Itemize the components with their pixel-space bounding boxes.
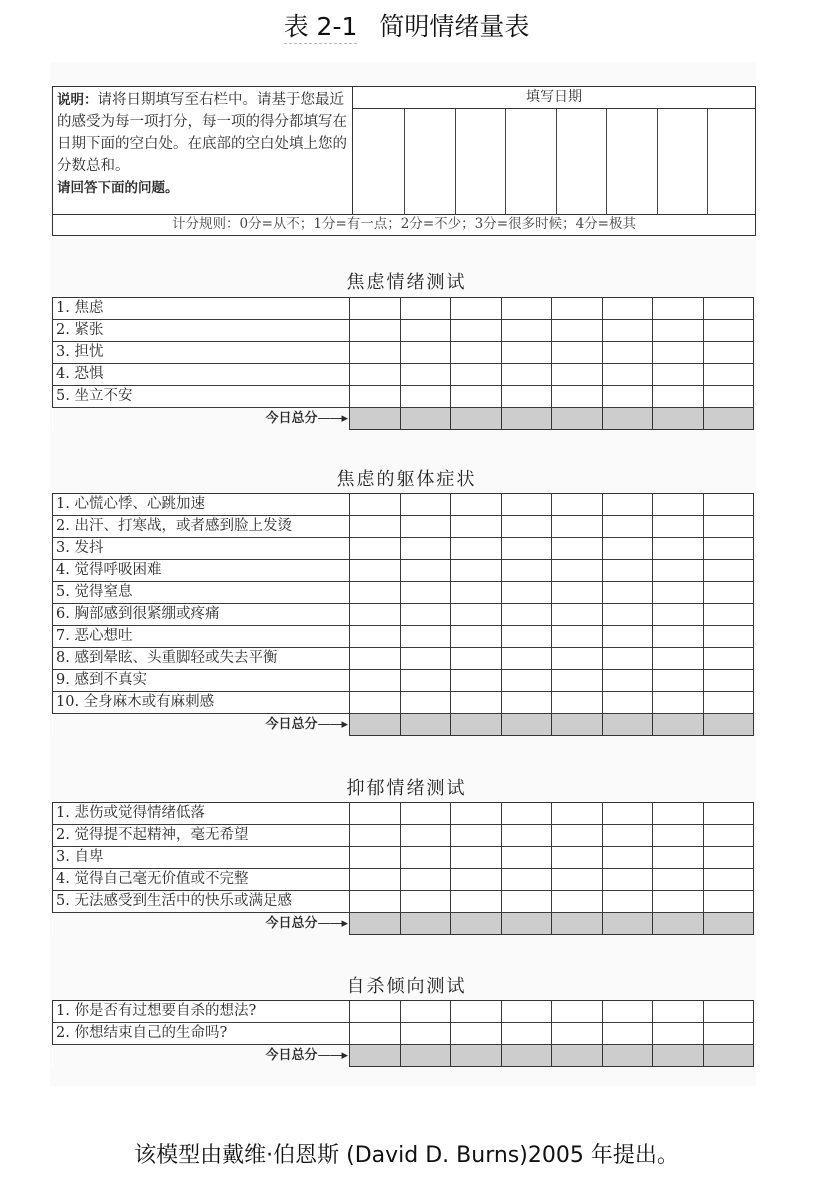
score-cell[interactable]: [350, 538, 401, 560]
table-row: [53, 494, 754, 516]
score-cell[interactable]: [653, 847, 704, 869]
score-cell[interactable]: [653, 803, 704, 825]
total-score-cell[interactable]: [451, 1045, 502, 1067]
total-score-cell[interactable]: [501, 913, 552, 935]
table-row: [53, 364, 754, 386]
total-score-cell[interactable]: [400, 714, 451, 736]
section-title-anxiety: 焦虑情绪测试: [346, 272, 467, 293]
score-cell[interactable]: [501, 648, 552, 670]
score-cell[interactable]: [552, 560, 603, 582]
score-cell[interactable]: [703, 364, 754, 386]
score-cell[interactable]: [451, 320, 502, 342]
score-cell[interactable]: [501, 626, 552, 648]
total-score-cell[interactable]: [501, 1045, 552, 1067]
total-score-cell[interactable]: [703, 714, 754, 736]
score-cell[interactable]: [703, 692, 754, 714]
score-cell[interactable]: [602, 1001, 653, 1023]
question-label: 1. 焦虑: [53, 298, 350, 320]
question-label: 3. 担忧: [53, 342, 350, 364]
question-label: 5. 觉得窒息: [53, 582, 350, 604]
score-cell[interactable]: [602, 560, 653, 582]
score-cell[interactable]: [451, 364, 502, 386]
score-cell[interactable]: [400, 582, 451, 604]
instructions-box: [52, 86, 756, 236]
score-cell[interactable]: [602, 320, 653, 342]
date-column-divider: [707, 109, 708, 214]
total-score-cell[interactable]: [552, 408, 603, 430]
score-cell[interactable]: [653, 560, 704, 582]
score-cell[interactable]: [350, 825, 401, 847]
score-cell[interactable]: [602, 891, 653, 913]
score-cell[interactable]: [552, 364, 603, 386]
score-cell[interactable]: [703, 538, 754, 560]
score-cell[interactable]: [350, 869, 401, 891]
total-score-cell[interactable]: [653, 408, 704, 430]
total-score-cell[interactable]: [350, 408, 401, 430]
total-score-cell[interactable]: [501, 714, 552, 736]
score-cell[interactable]: [451, 386, 502, 408]
total-score-cell[interactable]: [400, 1045, 451, 1067]
score-cell[interactable]: [653, 494, 704, 516]
score-cell[interactable]: [602, 1023, 653, 1045]
total-score-cell[interactable]: [703, 1045, 754, 1067]
question-label: 2. 出汗、打寒战，或者感到脸上发烫: [53, 516, 350, 538]
score-cell[interactable]: [602, 342, 653, 364]
score-cell[interactable]: [400, 298, 451, 320]
total-score-cell[interactable]: [501, 408, 552, 430]
total-score-cell[interactable]: [451, 714, 502, 736]
score-cell[interactable]: [653, 891, 704, 913]
total-score-cell[interactable]: [451, 913, 502, 935]
score-cell[interactable]: [451, 803, 502, 825]
score-cell[interactable]: [552, 1023, 603, 1045]
arrow-right-icon: ——▸: [317, 1048, 347, 1064]
score-cell[interactable]: [400, 538, 451, 560]
instructions-label: 说明：: [57, 92, 98, 108]
score-cell[interactable]: [602, 364, 653, 386]
total-score-cell[interactable]: [400, 913, 451, 935]
score-cell[interactable]: [653, 825, 704, 847]
score-cell[interactable]: [703, 626, 754, 648]
score-cell[interactable]: [501, 320, 552, 342]
question-label: 3. 自卑: [53, 847, 350, 869]
table-number: 表 2-1: [284, 12, 358, 44]
score-cell[interactable]: [552, 1001, 603, 1023]
total-score-cell[interactable]: [552, 1045, 603, 1067]
total-row: [53, 913, 754, 935]
score-cell[interactable]: [400, 516, 451, 538]
score-cell[interactable]: [653, 298, 704, 320]
score-cell[interactable]: [501, 670, 552, 692]
table-row: [53, 342, 754, 364]
score-cell[interactable]: [350, 648, 401, 670]
score-cell[interactable]: [400, 847, 451, 869]
score-cell[interactable]: [451, 560, 502, 582]
table-row: [53, 648, 754, 670]
score-cell[interactable]: [703, 1023, 754, 1045]
score-cell[interactable]: [501, 298, 552, 320]
score-cell[interactable]: [501, 803, 552, 825]
page-title: [0, 10, 813, 46]
total-score-cell[interactable]: [350, 913, 401, 935]
score-cell[interactable]: [501, 538, 552, 560]
question-label: 7. 恶心想吐: [53, 626, 350, 648]
score-cell[interactable]: [552, 648, 603, 670]
score-cell[interactable]: [350, 516, 401, 538]
score-cell[interactable]: [703, 648, 754, 670]
score-cell[interactable]: [451, 298, 502, 320]
score-cell[interactable]: [350, 342, 401, 364]
score-cell[interactable]: [552, 386, 603, 408]
score-cell[interactable]: [451, 891, 502, 913]
score-cell[interactable]: [703, 869, 754, 891]
question-label: 2. 你想结束自己的生命吗?: [53, 1023, 350, 1045]
score-cell[interactable]: [602, 648, 653, 670]
score-cell[interactable]: [552, 847, 603, 869]
table-row: [53, 386, 754, 408]
score-cell[interactable]: [400, 692, 451, 714]
table-row: [53, 560, 754, 582]
score-cell[interactable]: [350, 1001, 401, 1023]
total-score-cell[interactable]: [703, 913, 754, 935]
score-cell[interactable]: [703, 560, 754, 582]
table-row: [53, 320, 754, 342]
total-score-cell[interactable]: [602, 913, 653, 935]
physical-symptoms-table: [52, 493, 754, 736]
score-cell[interactable]: [350, 847, 401, 869]
score-cell[interactable]: [552, 825, 603, 847]
score-cell[interactable]: [350, 560, 401, 582]
suicidal-urges-table: [52, 1000, 754, 1067]
score-cell[interactable]: [350, 803, 401, 825]
score-cell[interactable]: [602, 803, 653, 825]
score-cell[interactable]: [400, 320, 451, 342]
score-cell[interactable]: [400, 560, 451, 582]
question-label: 1. 心慌心悸、心跳加速: [53, 494, 350, 516]
table-row: [53, 891, 754, 913]
total-score-cell[interactable]: [602, 714, 653, 736]
score-cell[interactable]: [552, 604, 603, 626]
score-cell[interactable]: [703, 1001, 754, 1023]
instructions-body: 请将日期填写至右栏中。请基于您最近的感受为每一项打分，每一项的得分都填写在日期下面的空白处。在底部的空白处填上您的分数总和。: [57, 92, 347, 174]
question-label: 5. 无法感受到生活中的快乐或满足感: [53, 891, 350, 913]
score-cell[interactable]: [703, 803, 754, 825]
score-cell[interactable]: [451, 670, 502, 692]
score-cell[interactable]: [501, 891, 552, 913]
score-cell[interactable]: [501, 582, 552, 604]
score-cell[interactable]: [400, 648, 451, 670]
score-cell[interactable]: [703, 320, 754, 342]
score-cell[interactable]: [400, 803, 451, 825]
score-cell[interactable]: [451, 847, 502, 869]
score-cell[interactable]: [703, 825, 754, 847]
score-cell[interactable]: [552, 626, 603, 648]
total-score-cell[interactable]: [451, 408, 502, 430]
depression-table: [52, 802, 754, 935]
arrow-right-icon: ——▸: [317, 717, 347, 733]
total-label-text: 今日总分: [265, 717, 318, 733]
question-label: 2. 觉得提不起精神，毫无希望: [53, 825, 350, 847]
total-label: [53, 913, 350, 935]
score-cell[interactable]: [451, 692, 502, 714]
score-cell[interactable]: [653, 1001, 704, 1023]
score-cell[interactable]: [350, 670, 401, 692]
score-cell[interactable]: [653, 364, 704, 386]
table-row: [53, 825, 754, 847]
total-score-cell[interactable]: [703, 408, 754, 430]
section-title-physical-symptoms: 焦虑的躯体症状: [336, 469, 477, 490]
score-cell[interactable]: [501, 825, 552, 847]
total-label-text: 今日总分: [265, 916, 318, 932]
table-row: [53, 626, 754, 648]
score-cell[interactable]: [552, 342, 603, 364]
score-cell[interactable]: [552, 670, 603, 692]
score-cell[interactable]: [653, 692, 704, 714]
arrow-right-icon: ——▸: [317, 916, 347, 932]
question-label: 10. 全身麻木或有麻刺感: [53, 692, 350, 714]
score-cell[interactable]: [703, 604, 754, 626]
score-cell[interactable]: [653, 342, 704, 364]
score-cell[interactable]: [501, 1001, 552, 1023]
table-row: [53, 670, 754, 692]
score-cell[interactable]: [602, 604, 653, 626]
total-score-cell[interactable]: [653, 913, 704, 935]
question-label: 1. 悲伤或觉得情绪低落: [53, 803, 350, 825]
table-row: [53, 298, 754, 320]
question-label: 3. 发抖: [53, 538, 350, 560]
table-row: [53, 869, 754, 891]
question-label: 5. 坐立不安: [53, 386, 350, 408]
score-cell[interactable]: [501, 494, 552, 516]
date-column-divider: [606, 109, 607, 214]
score-cell[interactable]: [400, 1023, 451, 1045]
total-score-cell[interactable]: [552, 714, 603, 736]
table-row: [53, 538, 754, 560]
date-header: 填写日期: [353, 87, 755, 109]
total-score-cell[interactable]: [552, 913, 603, 935]
total-label: [53, 714, 350, 736]
table-row: [53, 582, 754, 604]
score-cell[interactable]: [653, 604, 704, 626]
table-row: [53, 847, 754, 869]
score-cell[interactable]: [552, 692, 603, 714]
score-cell[interactable]: [552, 869, 603, 891]
score-cell[interactable]: [451, 648, 502, 670]
table-row: [53, 604, 754, 626]
score-cell[interactable]: [501, 1023, 552, 1045]
score-cell[interactable]: [501, 869, 552, 891]
score-cell[interactable]: [602, 626, 653, 648]
score-cell[interactable]: [602, 670, 653, 692]
table-row: [53, 516, 754, 538]
score-cell[interactable]: [501, 516, 552, 538]
score-cell[interactable]: [602, 538, 653, 560]
score-cell[interactable]: [552, 803, 603, 825]
score-cell[interactable]: [552, 891, 603, 913]
instructions-text: [53, 87, 353, 214]
total-score-cell[interactable]: [400, 408, 451, 430]
question-label: 4. 恐惧: [53, 364, 350, 386]
total-row: [53, 714, 754, 736]
date-column-divider: [556, 109, 557, 214]
score-cell[interactable]: [703, 342, 754, 364]
score-cell[interactable]: [350, 320, 401, 342]
total-label: [53, 1045, 350, 1067]
score-cell[interactable]: [400, 364, 451, 386]
score-cell[interactable]: [451, 869, 502, 891]
score-cell[interactable]: [501, 560, 552, 582]
score-cell[interactable]: [350, 692, 401, 714]
score-cell[interactable]: [451, 516, 502, 538]
question-label: 4. 觉得自己毫无价值或不完整: [53, 869, 350, 891]
question-label: 8. 感到晕眩、头重脚轻或失去平衡: [53, 648, 350, 670]
score-cell[interactable]: [451, 604, 502, 626]
score-cell[interactable]: [451, 494, 502, 516]
score-cell[interactable]: [451, 1001, 502, 1023]
score-cell[interactable]: [501, 692, 552, 714]
score-cell[interactable]: [501, 364, 552, 386]
score-cell[interactable]: [653, 1023, 704, 1045]
score-cell[interactable]: [703, 847, 754, 869]
score-cell[interactable]: [653, 516, 704, 538]
score-cell[interactable]: [552, 516, 603, 538]
total-label: [53, 408, 350, 430]
arrow-right-icon: ——▸: [317, 411, 347, 427]
score-cell[interactable]: [501, 604, 552, 626]
question-label: 4. 觉得呼吸困难: [53, 560, 350, 582]
score-cell[interactable]: [602, 298, 653, 320]
score-cell[interactable]: [653, 582, 704, 604]
section-title-depression: 抑郁情绪测试: [346, 778, 467, 799]
score-cell[interactable]: [602, 825, 653, 847]
score-cell[interactable]: [451, 582, 502, 604]
score-cell[interactable]: [653, 626, 704, 648]
score-cell[interactable]: [602, 847, 653, 869]
table-row: [53, 692, 754, 714]
score-cell[interactable]: [350, 386, 401, 408]
score-cell[interactable]: [653, 670, 704, 692]
score-cell[interactable]: [400, 825, 451, 847]
score-cell[interactable]: [350, 364, 401, 386]
score-cell[interactable]: [552, 582, 603, 604]
total-label-text: 今日总分: [265, 411, 318, 427]
section-title-suicidal-urges: 自杀倾向测试: [346, 976, 467, 997]
total-row: [53, 408, 754, 430]
table-row: [53, 1023, 754, 1045]
total-score-cell[interactable]: [350, 1045, 401, 1067]
date-column-divider: [505, 109, 506, 214]
score-cell[interactable]: [350, 1023, 401, 1045]
date-column-divider: [404, 109, 405, 214]
total-score-cell[interactable]: [350, 714, 401, 736]
score-cell[interactable]: [400, 869, 451, 891]
score-cell[interactable]: [451, 1023, 502, 1045]
total-score-cell[interactable]: [653, 1045, 704, 1067]
score-cell[interactable]: [552, 494, 603, 516]
score-cell[interactable]: [451, 626, 502, 648]
score-cell[interactable]: [602, 386, 653, 408]
score-cell[interactable]: [703, 670, 754, 692]
score-cell[interactable]: [552, 298, 603, 320]
score-cell[interactable]: [703, 582, 754, 604]
scoring-rule: 计分规则：0分=从不；1分=有一点；2分=不少；3分=很多时候；4分=极其: [53, 214, 755, 235]
score-cell[interactable]: [400, 1001, 451, 1023]
score-cell[interactable]: [653, 648, 704, 670]
score-cell[interactable]: [703, 494, 754, 516]
score-cell[interactable]: [552, 320, 603, 342]
score-cell[interactable]: [703, 891, 754, 913]
score-cell[interactable]: [602, 869, 653, 891]
score-cell[interactable]: [552, 538, 603, 560]
score-cell[interactable]: [400, 342, 451, 364]
question-label: 1. 你是否有过想要自杀的想法?: [53, 1001, 350, 1023]
question-label: 9. 感到不真实: [53, 670, 350, 692]
score-cell[interactable]: [400, 626, 451, 648]
score-cell[interactable]: [350, 604, 401, 626]
score-cell[interactable]: [703, 298, 754, 320]
score-cell[interactable]: [653, 386, 704, 408]
table-row: [53, 803, 754, 825]
score-cell[interactable]: [501, 847, 552, 869]
score-cell[interactable]: [653, 320, 704, 342]
score-cell[interactable]: [400, 604, 451, 626]
question-label: 2. 紧张: [53, 320, 350, 342]
score-cell[interactable]: [350, 298, 401, 320]
total-label-text: 今日总分: [265, 1048, 318, 1064]
total-score-cell[interactable]: [602, 1045, 653, 1067]
score-cell[interactable]: [501, 342, 552, 364]
score-cell[interactable]: [400, 670, 451, 692]
score-cell[interactable]: [602, 494, 653, 516]
score-cell[interactable]: [350, 582, 401, 604]
score-cell[interactable]: [451, 825, 502, 847]
score-cell[interactable]: [451, 538, 502, 560]
total-score-cell[interactable]: [653, 714, 704, 736]
date-column-divider: [455, 109, 456, 214]
total-score-cell[interactable]: [602, 408, 653, 430]
score-cell[interactable]: [350, 891, 401, 913]
score-cell[interactable]: [400, 891, 451, 913]
score-cell[interactable]: [400, 386, 451, 408]
instructions-prompt: 请回答下面的问题。: [57, 180, 179, 196]
question-label: 6. 胸部感到很紧绷或疼痛: [53, 604, 350, 626]
anxiety-table: [52, 297, 754, 430]
score-cell[interactable]: [703, 386, 754, 408]
score-cell[interactable]: [602, 692, 653, 714]
score-cell[interactable]: [602, 516, 653, 538]
score-cell[interactable]: [501, 386, 552, 408]
table-name: 简明情绪量表: [379, 12, 530, 41]
score-cell[interactable]: [602, 582, 653, 604]
score-cell[interactable]: [653, 538, 704, 560]
score-cell[interactable]: [350, 626, 401, 648]
score-cell[interactable]: [451, 342, 502, 364]
table-row: [53, 1001, 754, 1023]
score-cell[interactable]: [400, 494, 451, 516]
score-cell[interactable]: [703, 516, 754, 538]
footer-note: 该模型由戴维·伯恩斯 (David D. Burns)2005 年提出。: [134, 1143, 679, 1168]
score-cell[interactable]: [653, 869, 704, 891]
date-column-divider: [657, 109, 658, 214]
score-cell[interactable]: [350, 494, 401, 516]
total-row: [53, 1045, 754, 1067]
